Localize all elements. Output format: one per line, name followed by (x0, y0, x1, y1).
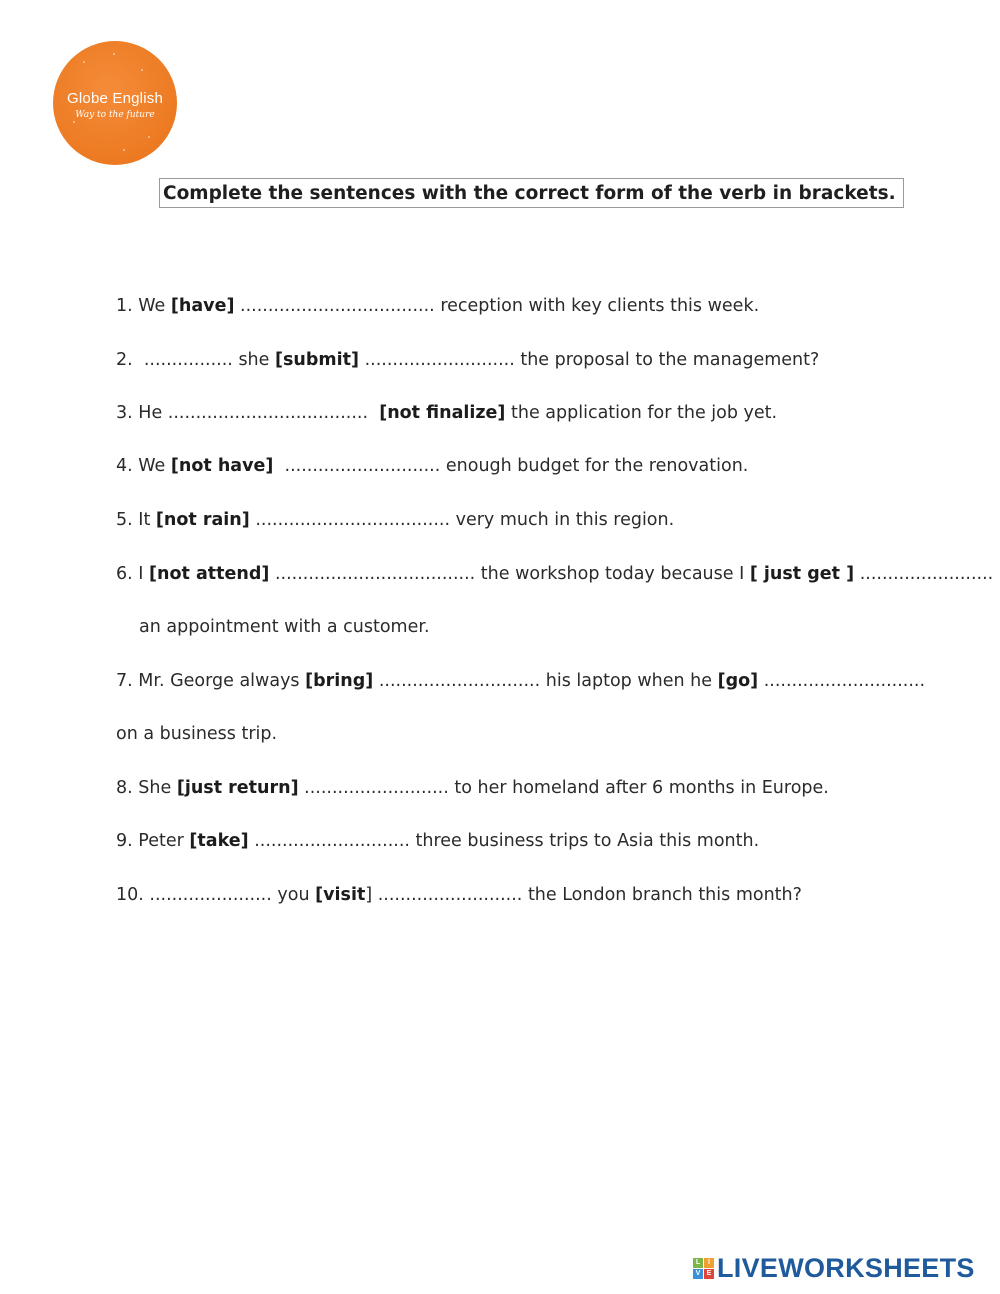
verb-prompt: [bring] (305, 671, 374, 691)
verb-prompt: [visit (315, 885, 366, 905)
logo-tagline: Way to the future (75, 110, 155, 120)
sentence-text: Mr. George always (138, 671, 300, 691)
sentence-6 (116, 564, 993, 584)
sentence-text: He (138, 403, 163, 423)
liveworksheets-logo-icon (693, 1258, 714, 1279)
verb-prompt: [not finalize] (379, 403, 506, 423)
answer-blank[interactable]: .................................... (167, 403, 369, 423)
sentence-text: an appointment with a customer. (139, 617, 430, 637)
sentence-text: enough budget for the renovation. (445, 456, 749, 476)
answer-blank[interactable]: ........................ (859, 564, 994, 584)
instructions-text: Complete the sentences with the correct form of the verb in brackets. (163, 182, 896, 204)
sentence-9 (116, 831, 759, 851)
answer-blank[interactable]: ................................... (240, 296, 435, 316)
sentence-text: We (138, 296, 166, 316)
brand-mark-letter: E (704, 1269, 714, 1279)
sentence-text: Peter (138, 831, 184, 851)
logo-speck (141, 69, 143, 71)
answer-blank[interactable]: ............................. (378, 671, 541, 691)
brand-mark-letter: L (693, 1258, 703, 1268)
sentence-text: on a business trip. (116, 724, 278, 744)
sentence-number: 2. (116, 350, 133, 370)
sentence-number: 6. (116, 564, 133, 584)
liveworksheets-wordmark: LIVEWORKSHEETS (717, 1252, 975, 1283)
answer-blank[interactable]: ............................ (284, 456, 441, 476)
brand-mark-letter: I (704, 1258, 714, 1268)
sentence-number: 7. (116, 671, 133, 691)
sentence-text: the London branch this month? (527, 885, 802, 905)
verb-prompt: [have] (170, 296, 235, 316)
sentence-text: you (277, 885, 310, 905)
sentence-text: She (138, 778, 172, 798)
verb-prompt: [go] (717, 671, 759, 691)
sentence-3 (116, 403, 777, 423)
sentence-8 (116, 778, 829, 798)
sentence-number: 9. (116, 831, 133, 851)
logo-speck (113, 53, 115, 55)
logo-speck (148, 136, 150, 138)
sentence-6-continuation (139, 617, 430, 637)
sentence-text: reception with key clients this week. (440, 296, 760, 316)
answer-blank[interactable]: .......................... (377, 885, 523, 905)
logo-speck (73, 121, 75, 123)
logo-speck (83, 61, 85, 63)
sentence-number: 4. (116, 456, 133, 476)
sentence-text: the application for the job yet. (511, 403, 778, 423)
sentence-text: to her homeland after 6 months in Europe. (454, 778, 829, 798)
sentence-number: 10. (116, 885, 144, 905)
answer-blank[interactable]: ............................ (254, 831, 410, 851)
verb-prompt: [not rain] (155, 510, 250, 530)
sentence-1 (116, 296, 759, 316)
sentence-7-continuation (116, 724, 277, 744)
logo-name: Globe English (67, 90, 163, 107)
sentence-text: It (138, 510, 151, 530)
sentence-10 (116, 885, 802, 905)
sentence-7 (116, 671, 925, 691)
sentence-text: the proposal to the management? (520, 350, 820, 370)
answer-blank[interactable]: .................................... (274, 564, 476, 584)
sentence-number: 3. (116, 403, 133, 423)
brand-mark-letter: V (693, 1269, 703, 1279)
sentence-text: three business trips to Asia this month. (415, 831, 760, 851)
sentence-5 (116, 510, 674, 530)
sentence-text: I (138, 564, 144, 584)
globe-english-logo (53, 41, 177, 165)
sentence-text: We (138, 456, 166, 476)
verb-prompt: [not have] (170, 456, 274, 476)
sentence-text: very much in this region. (455, 510, 675, 530)
bracket-close: ] (365, 885, 373, 905)
sentence-number: 8. (116, 778, 133, 798)
answer-blank[interactable]: ........................... (364, 350, 515, 370)
answer-blank[interactable]: ................ (143, 350, 233, 370)
sentence-text: she (238, 350, 270, 370)
sentence-text: the workshop today because I (480, 564, 745, 584)
sentence-2 (116, 350, 819, 370)
logo-speck (123, 149, 125, 151)
answer-blank[interactable]: .......................... (304, 778, 449, 798)
liveworksheets-brand (693, 1253, 975, 1283)
verb-prompt: [ just get ] (749, 564, 855, 584)
verb-prompt: [submit] (275, 350, 359, 370)
verb-prompt: [not attend] (149, 564, 270, 584)
sentence-number: 1. (116, 296, 133, 316)
sentence-4 (116, 456, 748, 476)
verb-prompt: [take] (189, 831, 249, 851)
sentence-text: his laptop when he (545, 671, 713, 691)
answer-blank[interactable]: ................................... (255, 510, 451, 530)
verb-prompt: [just return] (176, 778, 299, 798)
answer-blank[interactable]: ............................. (763, 671, 926, 691)
sentence-number: 5. (116, 510, 133, 530)
answer-blank[interactable]: ...................... (149, 885, 272, 905)
instructions-box (159, 178, 904, 208)
